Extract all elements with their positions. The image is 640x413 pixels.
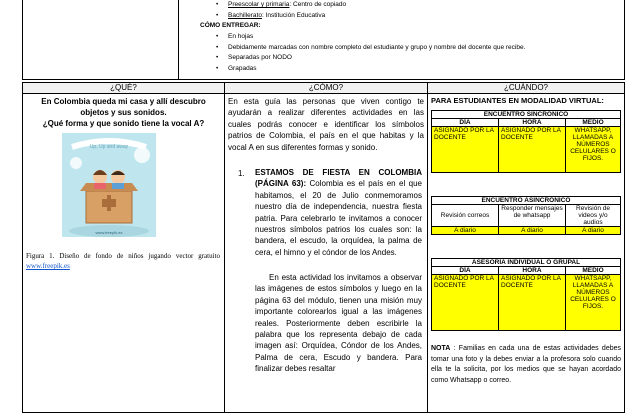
how-item: • Separadas por NODO xyxy=(228,53,525,64)
que-line-2: objetos y sus sonidos. xyxy=(80,108,167,117)
advice-table xyxy=(431,258,621,331)
activity-title: ESTAMOS DE FIESTA EN COLOMBIA (PÁGINA 63): xyxy=(255,168,422,189)
sync-table xyxy=(431,110,621,173)
top-left-cell xyxy=(22,0,179,80)
como-intro: En esta guía las personas que viven contigo te ayudarán a realizar diferentes actividades en las cuales podrás conocer e identificar los símbolos patrios de Colombia, el país en el que habitas y la vocal A en sus diferentes formas y sonido. xyxy=(228,97,424,152)
advice-cell: WHATSAPP, LLAMADAS A NÚMEROS CELULARES O FIJOS. xyxy=(566,275,621,331)
advice-title: ASESORÍA INDIVIDUAL O GRUPAL xyxy=(432,259,621,267)
que-line-3: ¿Qué forma y que sonido tiene la vocal A? xyxy=(42,119,205,128)
advice-cell: ASIGNADO POR LA DOCENTE xyxy=(432,275,499,331)
async-cell: A diario xyxy=(499,227,566,235)
freepik-link[interactable]: www.freepik.es xyxy=(26,262,70,270)
delivery-list xyxy=(228,0,346,21)
activity-number: 1. xyxy=(238,169,245,178)
how-item: • Grapadas xyxy=(228,64,525,75)
advice-col: DÍA xyxy=(432,267,499,275)
sync-cell: WHATSAPP, LLAMADAS A NÚMEROS CELULARES O FIJOS. xyxy=(566,127,621,173)
how-item: • Debidamente marcadas con nombre completo del estudiante y grupo y nombre del docente que recibe. xyxy=(228,43,525,54)
kids-in-box-illustration xyxy=(62,133,156,237)
async-col: Revisión correos xyxy=(432,205,499,227)
figure-caption: Figura 1. Diseño de fondo de niños jugando vector gratuito www.freepik.es xyxy=(26,252,220,270)
async-col: Responder mensajes de whatsapp xyxy=(499,205,566,227)
sync-cell: ASIGNADO POR LA DOCENTE xyxy=(499,127,566,173)
sync-col: MEDIO xyxy=(566,119,621,127)
que-line-1: En Colombia queda mi casa y allí descubro xyxy=(41,97,206,106)
note-label: NOTA xyxy=(431,345,451,352)
sync-col: HORA xyxy=(499,119,566,127)
async-col: Revisión de videos y/o audios xyxy=(566,205,621,227)
illustration-credit: www.freepik.es xyxy=(95,230,123,235)
advice-cell: ASIGNADO POR LA DOCENTE xyxy=(499,275,566,331)
sync-title: ENCUENTRO SINCRÓNICO xyxy=(432,111,621,119)
async-cell: A diario xyxy=(566,227,621,235)
activity-1-body: En esta actividad los invitamos a observar las imágenes de estos símbolos y luego en la página 63 del módulo, tienen una misión muy importante colorearlos igual a las imágenes reales. Posteriormente deben escribirle la palabra que los representa debajo de cada imagen así: Orquídea, Cóndor de los Andes, Palma de cera, Escudo y bandera. Para finalizar debes resaltar xyxy=(255,273,422,374)
header-cuando: ¿CUÁNDO? xyxy=(427,82,625,94)
virtual-title: PARA ESTUDIANTES EN MODALIDAD VIRTUAL: xyxy=(431,96,604,105)
delivery-item-highschool: • Bachillerato: Institución Educativa xyxy=(228,11,346,22)
sync-col: DÍA xyxy=(432,119,499,127)
activity-1: ESTAMOS DE FIESTA EN COLOMBIA (PÁGINA 63): Colombia es el país en el que habitamos, el 20 de Julio conmemoramos nuestro día de independencia, nuestra fiesta patria. Para celebrarlo te invitamos a conocer nuestros símbolos patrios los cuales son: la bandera, el escudo, la orquídea, la palma de cera, el himno y el cóndor de los Andes. xyxy=(255,168,422,257)
delivery-item-preschool: • Preescolar y primaria: Centro de copiado xyxy=(228,0,346,11)
how-title: CÓMO ENTREGAR: xyxy=(200,22,261,29)
advice-col: MEDIO xyxy=(566,267,621,275)
sync-cell: ASIGNADO POR LA DOCENTE xyxy=(432,127,499,173)
header-como: ¿CÓMO? xyxy=(224,82,428,94)
async-table xyxy=(431,196,621,235)
illustration-banner-text: Up, Up and away xyxy=(89,144,129,150)
async-cell: A diario xyxy=(432,227,499,235)
header-que: ¿QUÉ? xyxy=(22,82,225,94)
how-list xyxy=(228,32,525,74)
advice-col: HORA xyxy=(499,267,566,275)
async-title: ENCUENTRO ASINCRÓNICO xyxy=(432,197,621,205)
note: NOTA : Familias en cada una de estas actividades debes tomar una foto y la debes enviar a la profesora solo cuando ella te la solicita, por los medios que se hayan acordado como Whatsapp o correo. xyxy=(431,345,621,384)
how-item: • En hojas xyxy=(228,32,525,43)
